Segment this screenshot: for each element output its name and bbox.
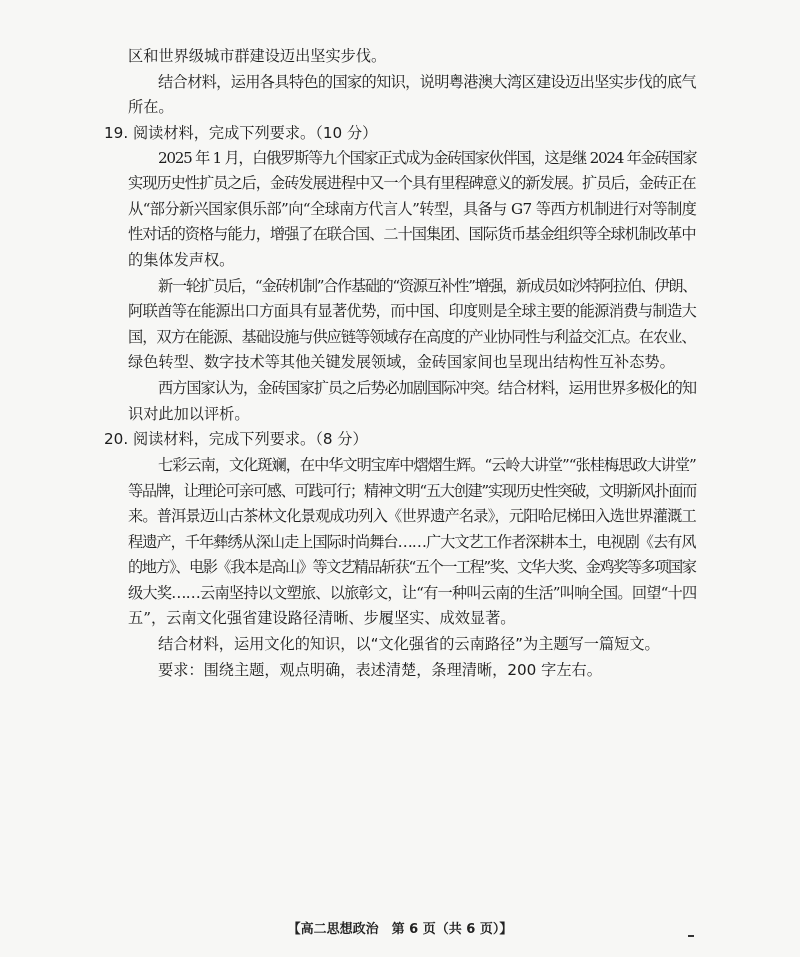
q19-p1-line: 性对话的资格与能力，增强了在联合国、二十国集团、国际货币基金组织等全球机制改革中 [128,225,696,243]
q20-p-line: 来。普洱景迈山古茶林文化景观成功列入《世界遗产名录》，元阳哈尼梯田入选世界灌溉工 [128,507,696,525]
q19-p2-line: 国，双方在能源、基础设施与供应链等领域存在高度的产业协同性与利益交汇点。在农业、 [128,328,696,346]
q19-p2-line: 新一轮扩员后，“金砖机制”合作基础的“资源互补性”增强，新成员如沙特阿拉伯、伊朗、 [158,277,697,295]
q19-task-line: 识对此加以评析。 [128,405,250,423]
q19-p2-line: 绿色转型、数字技术等其他关键发展领域，金砖国家间也呈现出结构性互补态势。 [128,353,675,371]
page-mark [688,935,694,937]
q20-p-line: 七彩云南，文化斑斓，在中华文明宝库中熠熠生辉。“云岭大讲堂”“张桂梅思政大讲堂” [158,456,696,474]
q20-p-line: 等品牌，让理论可亲可感、可践可行；精神文明“五大创建”实现历史性突破，文明新风扑面而 [128,482,697,500]
q19-task-line: 西方国家认为，金砖国家扩员之后势必加剧国际冲突。结合材料，运用世界多极化的知 [158,379,696,397]
q18-task-line: 所在。 [128,98,174,116]
q19-p2-line: 阿联酋等在能源出口方面具有显著优势，而中国、印度则是全球主要的能源消费与制造大 [128,302,697,320]
q20-p-line: 级大奖……云南坚持以文塑旅、以旅彰文，让“有一种叫云南的生活”叫响全国。回望“十四 [128,584,697,602]
q18-task-line: 结合材料，运用各具特色的国家的知识，说明粤港澳大湾区建设迈出坚实步伐的底气 [158,73,696,91]
q19-heading: 19. 阅读材料，完成下列要求。（10 分） [104,124,378,142]
q18-line: 区和世界级城市群建设迈出坚实步伐。 [128,47,387,65]
q19-p1-line: 2025 年 1 月，白俄罗斯等九个国家正式成为金砖国家伙伴国，这是继 2024 年金砖国家 [158,149,697,167]
q20-task-line: 要求：围绕主题，观点明确，表述清楚，条理清晰，200 字左右。 [158,661,602,679]
q20-heading: 20. 阅读材料，完成下列要求。（8 分） [104,430,368,448]
q19-p1-line: 从“部分新兴国家俱乐部”向“全球南方代言人”转型，具备与 G7 等西方机制进行对等制度 [128,200,697,218]
q19-p1-line: 的集体发声权。 [128,251,235,269]
q20-p-line: 的地方》、电影《我本是高山》等文艺精品斩获“五个一工程”奖、文华大奖、金鸡奖等多项国家 [128,558,696,576]
page-footer: 【高二思想政治 第 6 页（共 6 页）】 [287,922,513,937]
q20-p-line: 五”，云南文化强省建设路径清晰、步履坚实、成效显著。 [128,609,516,627]
q20-task-line: 结合材料，运用文化的知识，以“文化强省的云南路径”为主题写一篇短文。 [158,635,660,653]
q19-p1-line: 实现历史性扩员之后，金砖发展进程中又一个具有里程碑意义的新发展。扩员后，金砖正在 [128,174,696,192]
q20-p-line: 程遗产，千年彝绣从深山走上国际时尚舞台……广大文艺工作者深耕本土，电视剧《去有风 [128,533,696,551]
